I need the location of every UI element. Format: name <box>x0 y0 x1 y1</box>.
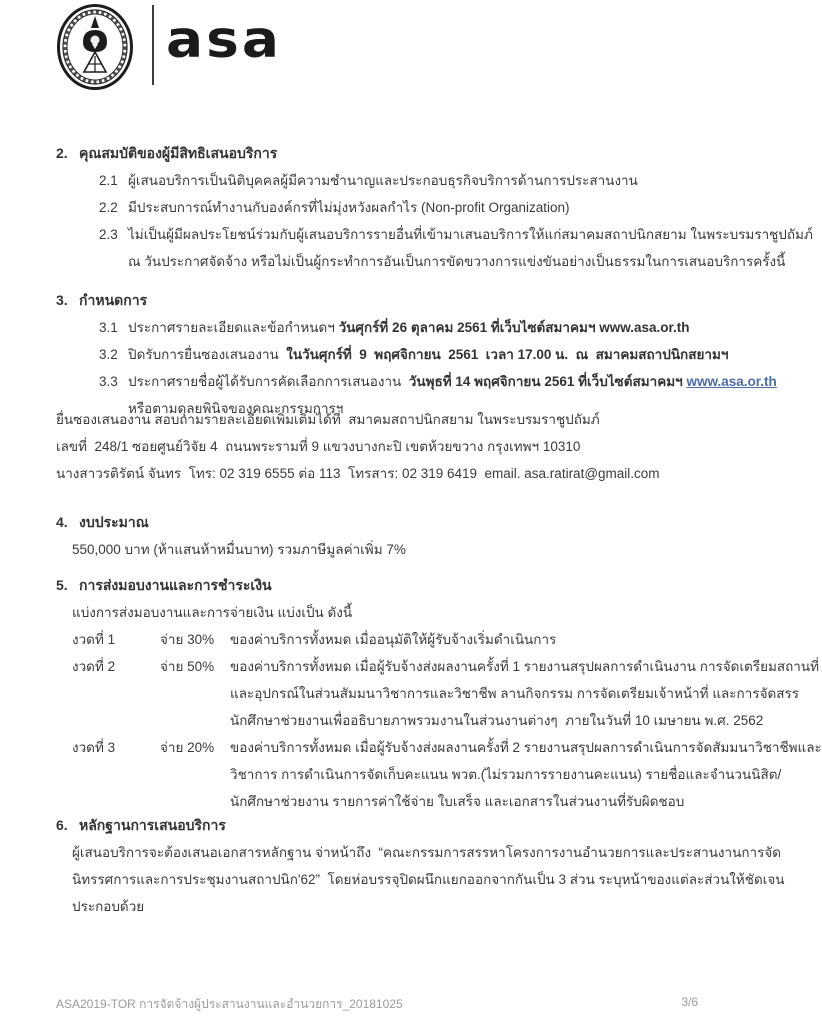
page-header <box>0 0 740 100</box>
installment-row <box>56 653 820 680</box>
section-number: 4. <box>56 514 68 530</box>
section-budget <box>56 509 726 563</box>
section-title: การส่งมอบงานและการชำระเงิน <box>79 577 272 593</box>
installment-row <box>56 626 726 653</box>
section-title: งบประมาณ <box>79 514 149 530</box>
installment-percent: จ่าย 20% <box>160 740 215 755</box>
item-text: ไม่เป็นผู้มีผลประโยชน์ร่วมกับผู้เสนอบริการรายอื่นที่เข้ามาเสนอบริการให้แก่สมาคมสถาปนิกสยาม ในพระบรมราชูปถัมภ์ <box>128 227 813 242</box>
contact-block <box>56 406 726 487</box>
asa-emblem-icon <box>56 4 134 90</box>
asa-logo: asa <box>166 10 282 69</box>
list-item <box>56 194 726 221</box>
item-text-bold: วันศุกร์ที่ 26 ตุลาคม 2561 ที่เว็บไซต์สมาคมฯ www.asa.or.th <box>338 320 690 335</box>
paragraph-line: นิทรรศการและการประชุมงานสถาปนิก'62” โดยห่อบรรจุปิดผนึกแยกออกจากกันเป็น 3 ส่วน ระบุหน้าของแต่ละส่วนให้ชัดเจน <box>72 872 785 887</box>
item-text: ประกาศรายชื่อผู้ได้รับการคัดเลือกการเสนองาน <box>128 374 409 389</box>
section-3-heading <box>56 287 726 314</box>
list-item <box>56 314 726 341</box>
list-item <box>56 167 726 194</box>
contact-line: ยื่นซองเสนองาน สอบถามรายละเอียดเพิ่มเติมได้ที่ สมาคมสถาปนิกสยาม ในพระบรมราชูปถัมภ์ <box>56 412 600 427</box>
document-reference: ASA2019-TOR การจัดจ้างผู้ประสานงานและอำนวยการ_20181025 <box>56 997 403 1011</box>
paragraph-line: ผู้เสนอบริการจะต้องเสนอเอกสารหลักฐาน จ่าหน้าถึง “คณะกรรมการสรรหาโครงการงานอำนวยการและประสานงานการจัด <box>72 845 782 860</box>
contact-person: นางสาวรติรัตน์ จันทร โทร: 02 319 6555 ต่อ 113 โทรสาร: 02 319 6419 email. asa.ratirat@gmail.com <box>56 466 660 481</box>
page-footer <box>0 995 740 1014</box>
section-title: คุณสมบัติของผู้มีสิทธิเสนอบริการ <box>79 145 278 161</box>
item-text: ปิดรับการยื่นซองเสนองาน <box>128 347 287 362</box>
contact-address: เลขที่ 248/1 ซอยศูนย์วิจัย 4 ถนนพระรามที่ 9 แขวงบางกะปิ เขตห้วยขวาง กรุงเทพฯ 10310 <box>56 439 581 454</box>
installment-desc-continuation: นักศึกษาช่วยงานเพื่ออธิบายภาพรวมงานในส่วนงานต่างๆ ภายในวันที่ 10 เมษายน พ.ศ. 2562 <box>230 713 764 728</box>
section-4-heading <box>56 509 726 536</box>
item-number: 2.2 <box>99 200 118 215</box>
item-text: ประกาศรายละเอียดและข้อกำหนดฯ <box>128 320 339 335</box>
item-text-bold: ในวันศุกร์ที่ 9 พฤศจิกายน 2561 เวลา 17.00 น. ณ สมาคมสถาปนิกสยามฯ <box>286 347 729 362</box>
section-deliverables <box>56 572 822 815</box>
list-item-continuation: ณ วันประกาศจัดจ้าง หรือไม่เป็นผู้กระทำการอันเป็นการขัดขวางการแข่งขันอย่างเป็นธรรมในการเสนอบริการครั้งนี้ <box>128 254 786 269</box>
installment-desc-continuation: และอุปกรณ์ในส่วนสัมมนาวิชาการและวิชาชีพ ลานกิจกรรม การจัดเตรียมเจ้าหน้าที่ และการจัดสรร <box>230 686 799 701</box>
section-2-heading <box>56 140 726 167</box>
installment-desc-continuation: วิชาการ การดำเนินการจัดเก็บคะแนน พวต.(ไม่รวมการรายงานคะแนน) รายชื่อและจำนวนนิสิต/ <box>230 767 782 782</box>
paragraph-line: ประกอบด้วย <box>72 899 145 914</box>
installment-desc-continuation: นักศึกษาช่วยงาน รายการค่าใช้จ่าย ใบเสร็จ และเอกสารในส่วนงานที่รับผิดชอบ <box>230 794 685 809</box>
list-item-continuation: หรือตามดุลยพินิจของคณะกรรมการฯ <box>128 401 344 416</box>
installment-label: งวดที่ 1 <box>72 632 116 647</box>
installment-percent: จ่าย 30% <box>160 632 215 647</box>
list-item <box>56 221 813 248</box>
page-number: 3/6 <box>681 995 698 1009</box>
installment-label: งวดที่ 3 <box>72 740 116 755</box>
installment-desc: ของค่าบริการทั้งหมด เมื่ออนุมัติให้ผู้รับจ้างเริ่มดำเนินการ <box>230 632 557 647</box>
section-evidence <box>56 812 785 920</box>
item-text-bold: วันพุธที่ 14 พฤศจิกายน 2561 ที่เว็บไซต์สมาคมฯ <box>408 374 687 389</box>
item-number: 3.3 <box>99 374 118 389</box>
budget-amount: 550,000 บาท (ห้าแสนห้าหมื่นบาท) รวมภาษีมูลค่าเพิ่ม 7% <box>72 542 406 557</box>
header-divider <box>152 5 154 85</box>
website-link[interactable]: www.asa.or.th <box>686 374 777 389</box>
section-number: 6. <box>56 817 68 833</box>
section-schedule <box>56 287 777 422</box>
installment-percent: จ่าย 50% <box>160 659 215 674</box>
list-item <box>56 368 777 395</box>
section-intro: แบ่งการส่งมอบงานและการจ่ายเงิน แบ่งเป็น ดังนี้ <box>72 605 353 620</box>
item-text: มีประสบการณ์ทำงานกับองค์กรที่ไม่มุ่งหวังผลกำไร (Non-profit Organization) <box>128 200 570 215</box>
list-item <box>56 341 729 368</box>
section-6-heading <box>56 812 726 839</box>
section-number: 2. <box>56 145 68 161</box>
item-number: 2.1 <box>99 173 118 188</box>
item-text: ผู้เสนอบริการเป็นนิติบุคคลผู้มีความชำนาญและประกอบธุรกิจบริการด้านการประสานงาน <box>128 173 638 188</box>
item-number: 2.3 <box>99 227 118 242</box>
item-number: 3.1 <box>99 320 118 335</box>
section-number: 3. <box>56 292 68 308</box>
installment-label: งวดที่ 2 <box>72 659 116 674</box>
installment-row <box>56 734 822 761</box>
installment-desc: ของค่าบริการทั้งหมด เมื่อผู้รับจ้างส่งผลงานครั้งที่ 2 รายงานสรุปผลการดำเนินการจัดสัมมนาวิชาชีพและ <box>230 740 822 755</box>
section-title: หลักฐานการเสนอบริการ <box>79 817 226 833</box>
section-number: 5. <box>56 577 68 593</box>
section-title: กำหนดการ <box>79 292 148 308</box>
installment-desc: ของค่าบริการทั้งหมด เมื่อผู้รับจ้างส่งผลงานครั้งที่ 1 รายงานสรุปผลการดำเนินงาน การจัดเตรียมสถานที่ <box>230 659 820 674</box>
item-number: 3.2 <box>99 347 118 362</box>
section-qualifications <box>56 140 813 275</box>
section-5-heading <box>56 572 726 599</box>
